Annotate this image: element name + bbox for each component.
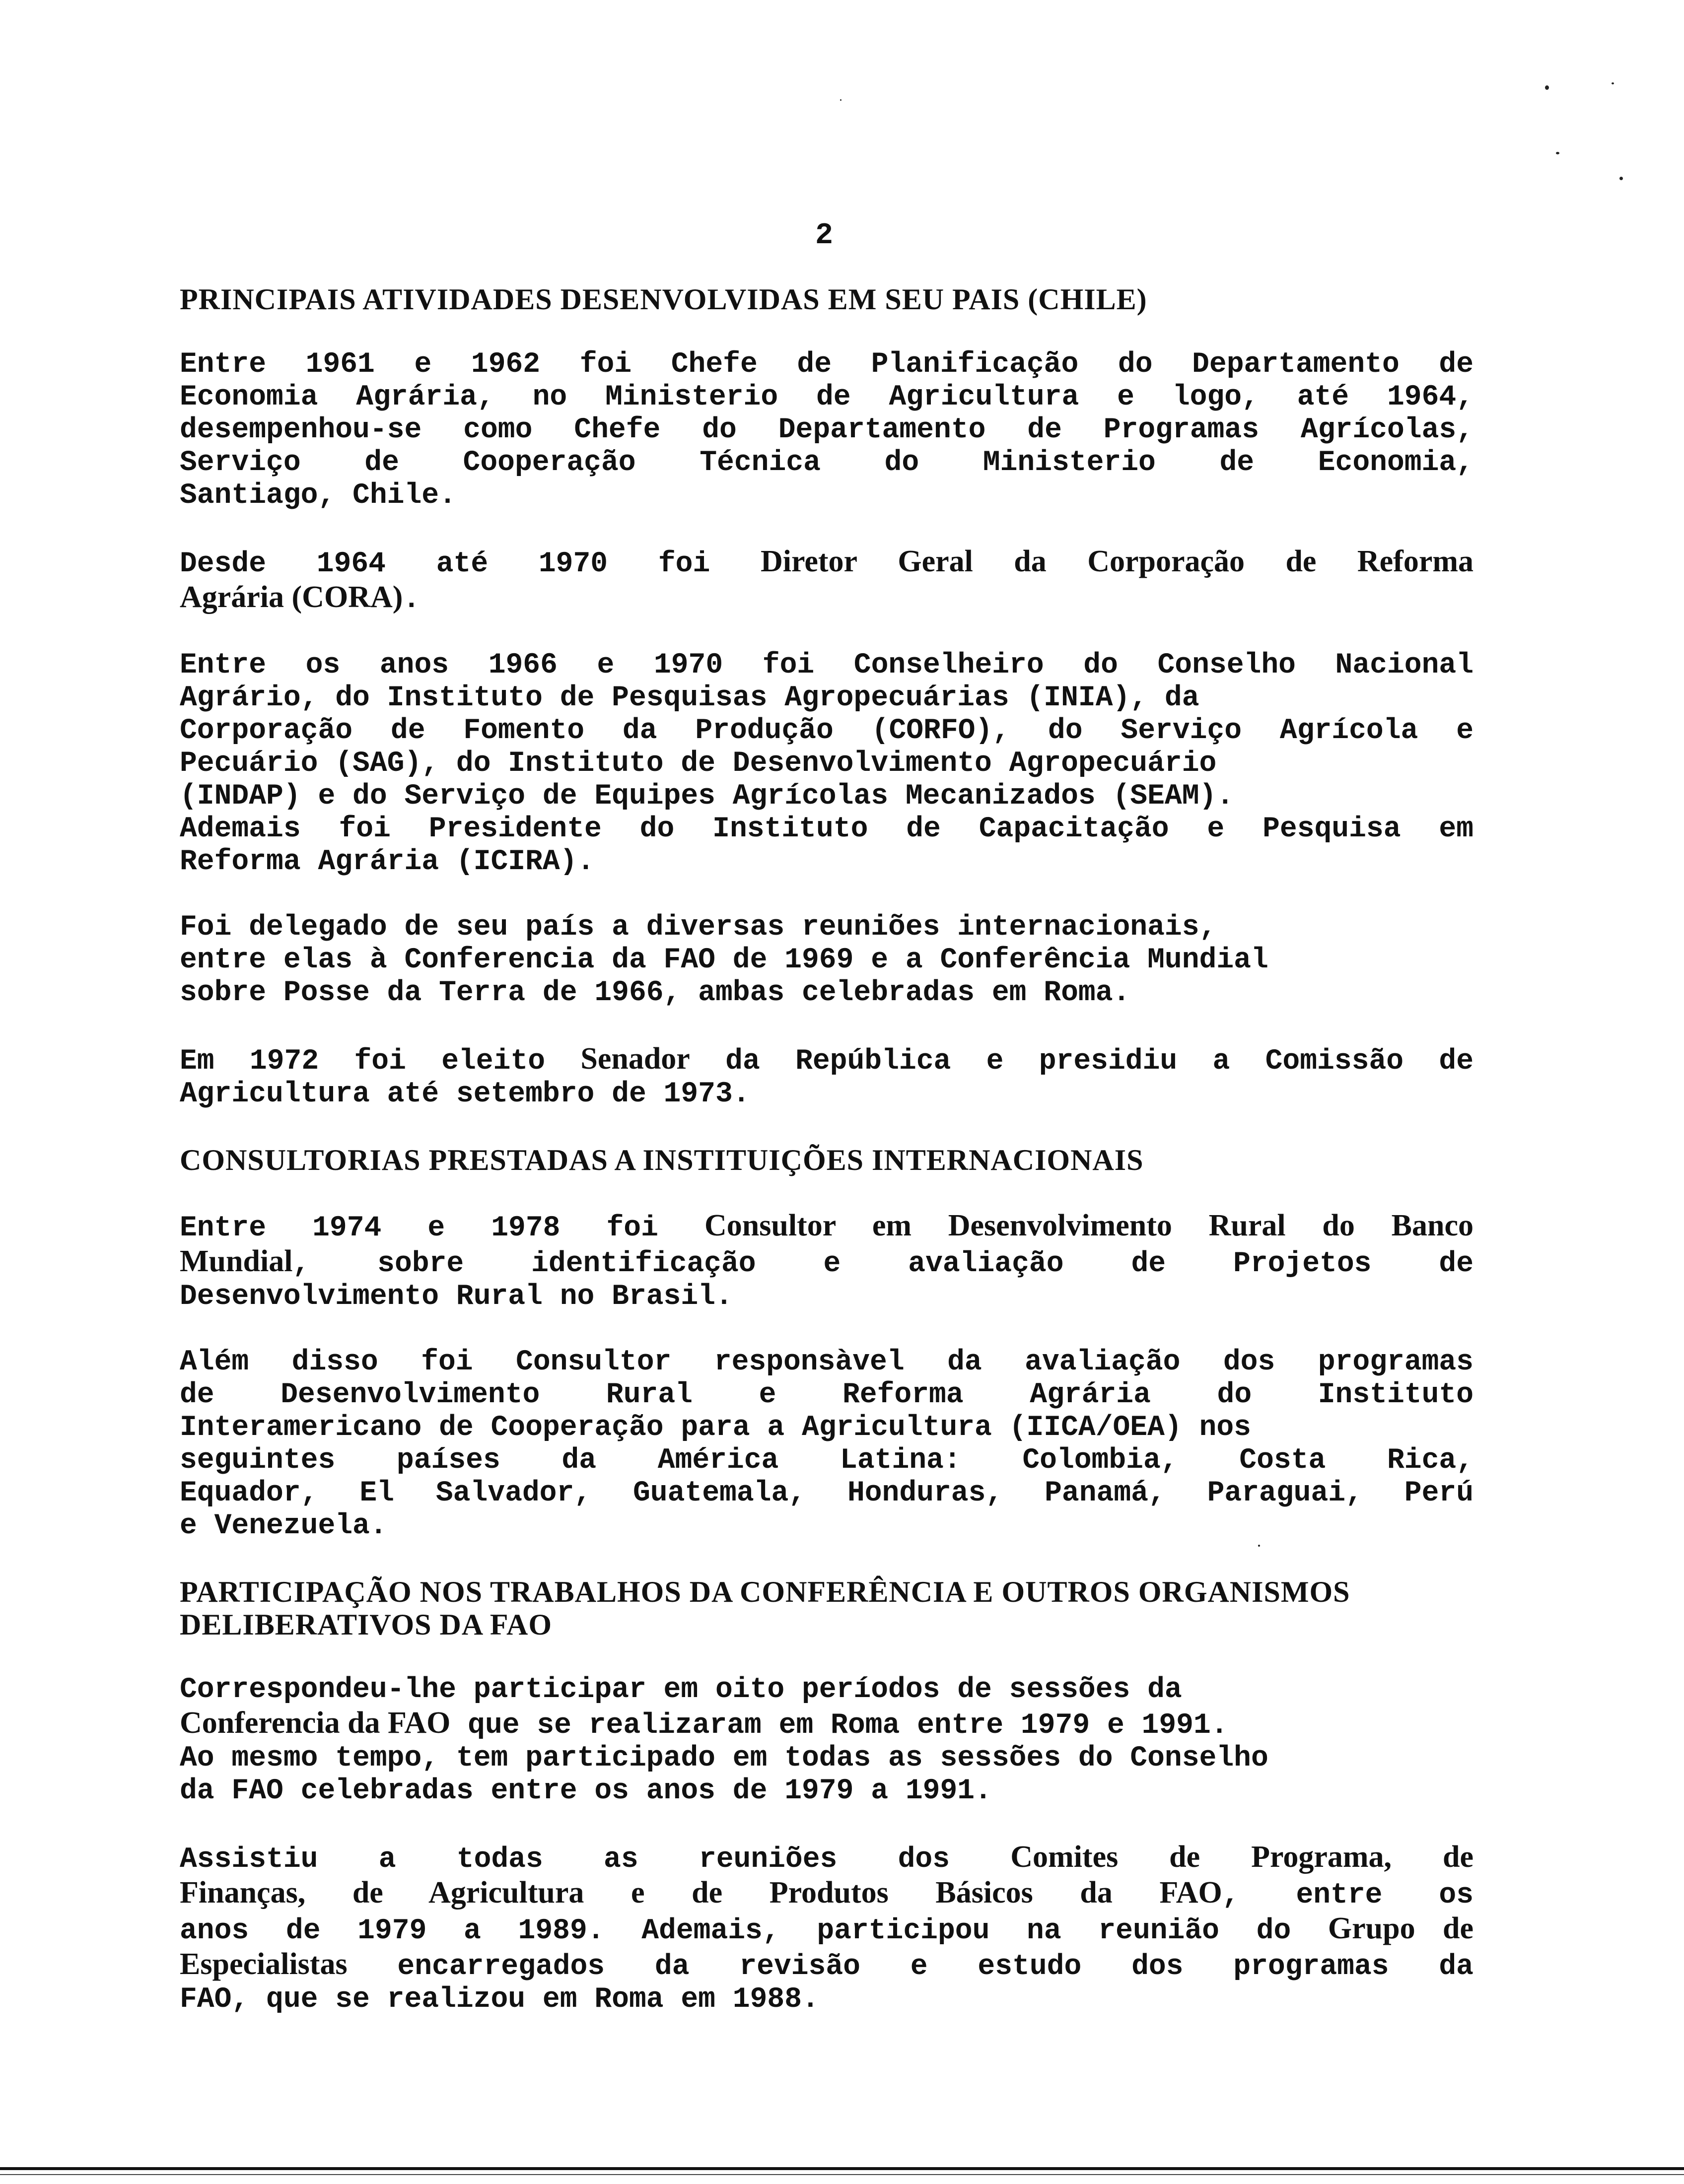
text-run: que se realizaram em Roma entre 1979 e 1991. bbox=[450, 1709, 1228, 1742]
paragraph bbox=[180, 1841, 1474, 2016]
text-line: Agrário, do Instituto de Pesquisas Agropecuárias (INIA), da bbox=[180, 682, 1199, 714]
scan-speck bbox=[840, 99, 842, 101]
text-line: Correspondeu-lhe participar em oito períodos de sessões da bbox=[180, 1674, 1182, 1706]
text-run: Em 1972 foi eleito bbox=[180, 1045, 581, 1078]
emphasis-text: Mundial bbox=[180, 1244, 293, 1278]
text-line: Interamericano de Cooperação para a Agricultura (IICA/OEA) nos bbox=[180, 1412, 1251, 1444]
text-line bbox=[180, 1042, 1474, 1078]
text-line: da FAO celebradas entre os anos de 1979 a 1991. bbox=[180, 1775, 992, 1807]
text-line: Entre os anos 1966 e 1970 foi Conselheiro do Conselho Nacional bbox=[180, 649, 1474, 682]
section-heading: PARTICIPAÇÃO NOS TRABALHOS DA CONFERÊNCIA E OUTROS ORGANISMOS bbox=[180, 1575, 1350, 1608]
text-line: entre elas à Conferencia da FAO de 1969 e a Conferência Mundial bbox=[180, 944, 1268, 976]
text-run: . bbox=[403, 584, 421, 616]
paragraph bbox=[180, 649, 1474, 879]
section-heading-continued: DELIBERATIVOS DA FAO bbox=[180, 1608, 553, 1641]
text-line: Santiago, Chile. bbox=[180, 479, 456, 512]
text-line: Entre 1961 e 1962 foi Chefe de Planificação do Departamento de bbox=[180, 348, 1474, 381]
text-line: Reforma Agrária (ICIRA). bbox=[180, 846, 595, 878]
text-line: Ao mesmo tempo, tem participado em todas as sessões do Conselho bbox=[180, 1742, 1268, 1774]
text-line bbox=[180, 1245, 1474, 1281]
text-line: Foi delegado de seu país a diversas reuniões internacionais, bbox=[180, 911, 1217, 944]
page-number: 2 bbox=[815, 219, 833, 253]
text-line bbox=[180, 1841, 1474, 1876]
text-line: Economia Agrária, no Ministerio de Agricultura e logo, até 1964, bbox=[180, 381, 1474, 413]
text-line bbox=[180, 581, 1474, 616]
text-line: Serviço de Cooperação Técnica do Ministerio de Economia, bbox=[180, 447, 1474, 479]
section-heading: CONSULTORIAS PRESTADAS A INSTITUIÇÕES INTERNACIONAIS bbox=[180, 1144, 1144, 1176]
document-body bbox=[180, 283, 1474, 2016]
paragraph bbox=[180, 1209, 1474, 1313]
text-line: Desenvolvimento Rural no Brasil. bbox=[180, 1281, 733, 1313]
text-run: , sobre identificação e avaliação de Projetos de bbox=[292, 1248, 1474, 1280]
paragraph bbox=[180, 1346, 1474, 1543]
scan-speck bbox=[1545, 85, 1549, 90]
text-line bbox=[180, 1706, 1474, 1742]
emphasis-text: Consultor em Desenvolvimento Rural do Banco bbox=[704, 1209, 1474, 1242]
paragraph bbox=[180, 1674, 1474, 1808]
text-line: Ademais foi Presidente do Instituto de Capacitação e Pesquisa em bbox=[180, 813, 1474, 845]
text-line: Pecuário (SAG), do Instituto de Desenvolvimento Agropecuário bbox=[180, 748, 1217, 780]
paragraph bbox=[180, 911, 1474, 1010]
text-line: FAO, que se realizou em Roma em 1988. bbox=[180, 1983, 819, 2016]
text-line: Corporação de Fomento da Produção (CORFO), do Serviço Agrícola e bbox=[180, 715, 1474, 747]
emphasis-text: Comites de Programa, de bbox=[1010, 1840, 1474, 1874]
bottom-rule bbox=[0, 2167, 1684, 2170]
scan-speck bbox=[1556, 152, 1559, 154]
text-line bbox=[180, 1912, 1474, 1948]
text-line: sobre Posse da Terra de 1966, ambas celebradas em Roma. bbox=[180, 977, 1130, 1009]
text-line: Além disso foi Consultor responsàvel da avaliação dos programas bbox=[180, 1346, 1474, 1378]
emphasis-text: Conferencia da FAO bbox=[180, 1706, 451, 1740]
emphasis-text: Senador bbox=[580, 1042, 690, 1076]
emphasis-text: Especialistas bbox=[180, 1947, 348, 1981]
text-line: desempenhou-se como Chefe do Departamento de Programas Agrícolas, bbox=[180, 414, 1474, 446]
text-line bbox=[180, 545, 1474, 581]
text-run: Assistiu a todas as reuniões dos bbox=[180, 1843, 1011, 1876]
text-run: Desde 1964 até 1970 foi bbox=[180, 548, 761, 580]
paragraph bbox=[180, 1042, 1474, 1111]
scan-speck bbox=[1612, 82, 1614, 84]
emphasis-text: Finanças, de Agricultura e de Produtos Básicos da FAO bbox=[180, 1876, 1222, 1910]
text-run: , entre os bbox=[1222, 1879, 1474, 1911]
text-line bbox=[180, 1948, 1474, 1983]
text-run: Entre 1974 e 1978 foi bbox=[180, 1212, 704, 1244]
text-line: (INDAP) e do Serviço de Equipes Agrícolas Mecanizados (SEAM). bbox=[180, 780, 1234, 813]
text-line bbox=[180, 1876, 1474, 1912]
scan-speck bbox=[1619, 177, 1623, 180]
bottom-rule-shadow bbox=[0, 2174, 1684, 2175]
text-run: da República e presidiu a Comissão de bbox=[690, 1045, 1474, 1078]
emphasis-text: Grupo de bbox=[1328, 1911, 1474, 1945]
section-heading: PRINCIPAIS ATIVIDADES DESENVOLVIDAS EM SEU PAIS (CHILE) bbox=[180, 283, 1147, 316]
text-line: Agricultura até setembro de 1973. bbox=[180, 1078, 750, 1110]
paragraph bbox=[180, 545, 1474, 616]
text-line: e Venezuela. bbox=[180, 1510, 387, 1542]
text-line: Equador, El Salvador, Guatemala, Honduras, Panamá, Paraguai, Perú bbox=[180, 1477, 1474, 1509]
text-line: de Desenvolvimento Rural e Reforma Agrária do Instituto bbox=[180, 1379, 1474, 1411]
text-line: seguintes países da América Latina: Colombia, Costa Rica, bbox=[180, 1444, 1474, 1477]
text-run: anos de 1979 a 1989. Ademais, participou na reunião do bbox=[180, 1915, 1328, 1947]
emphasis-text: Agrária (CORA) bbox=[180, 580, 403, 614]
emphasis-text: Diretor Geral da Corporação de Reforma bbox=[760, 545, 1474, 578]
text-run: encarregados da revisão e estudo dos programas da bbox=[347, 1951, 1474, 1983]
text-line bbox=[180, 1209, 1474, 1245]
paragraph bbox=[180, 348, 1474, 512]
